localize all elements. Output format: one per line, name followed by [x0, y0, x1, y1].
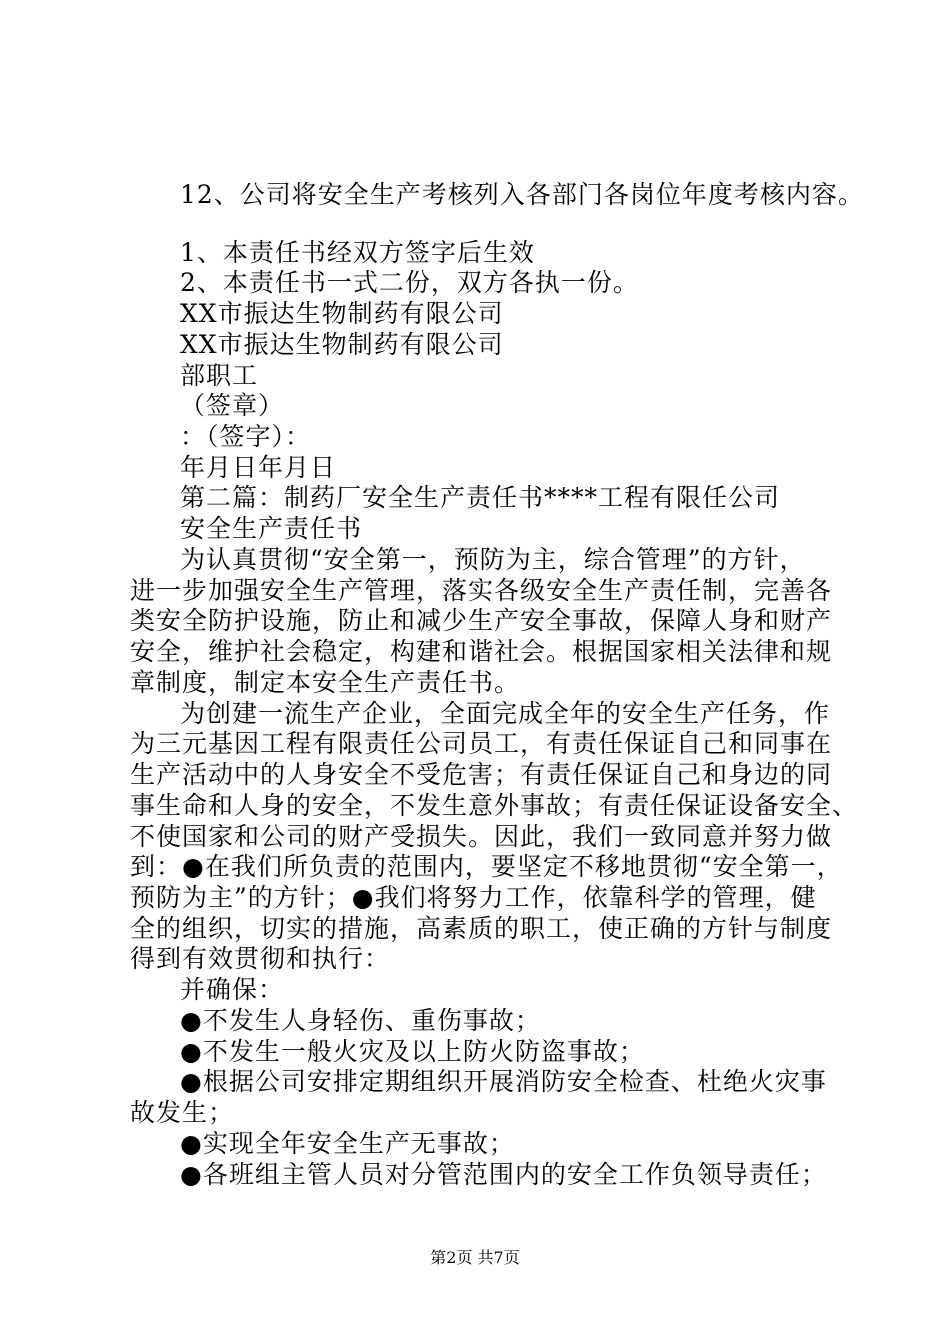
list-item: ●不发生一般火灾及以上防火防盗事故； — [180, 1037, 645, 1066]
paragraph-line: 2、本责任书一式二份，双方各执一份。 — [180, 268, 639, 297]
paragraph-line: 并确保： — [180, 975, 285, 1004]
paragraph-line: 安全，维护社会稳定，构建和谐社会。根据国家相关法律和规 — [130, 637, 833, 666]
paragraph-line: 不使国家和公司的财产受损失。因此，我们一致同意并努力做 — [130, 822, 833, 851]
paragraph-line: 到：●在我们所负责的范围内，要坚定不移地贯彻“安全第一， — [130, 852, 843, 881]
paragraph-line: 事生命和人身的安全，不发生意外事故；有责任保证设备安全、 — [130, 791, 859, 820]
paragraph-line: 章制度，制定本安全生产责任书。 — [130, 668, 521, 697]
list-item: ●各班组主管人员对分管范围内的安全工作负领导责任； — [180, 1160, 827, 1189]
document-title: 安全生产责任书 — [180, 514, 363, 543]
paragraph-line: 得到有效贯彻和执行： — [130, 944, 391, 973]
date-line: 年月日年月日 — [180, 453, 337, 482]
paragraph-line: 12、公司将安全生产考核列入各部门各岗位年度考核内容。 — [180, 180, 864, 209]
paragraph-line: 进一步加强安全生产管理，落实各级安全生产责任制，完善各 — [130, 576, 833, 605]
paragraph-line: 1、本责任书经双方签字后生效 — [180, 238, 535, 267]
paragraph-line: 为三元基因工程有限责任公司员工，有责任保证自己和同事在 — [130, 729, 833, 758]
list-item: ●实现全年安全生产无事故； — [180, 1129, 515, 1158]
seal-line: （签章） — [180, 391, 285, 420]
paragraph-line: 全的组织，切实的措施，高素质的职工，使正确的方针与制度 — [130, 914, 833, 943]
company-name-line: XX市振达生物制药有限公司 — [180, 299, 504, 328]
paragraph-line: 类安全防护设施，防止和减少生产安全事故，保障人身和财产 — [130, 606, 833, 635]
company-name-line: XX市振达生物制药有限公司 — [180, 330, 504, 359]
list-item: ●根据公司安排定期组织开展消防安全检查、杜绝火灾事 — [180, 1067, 827, 1096]
section-heading: 第二篇：制药厂安全生产责任书****工程有限任公司 — [180, 483, 781, 512]
list-item-continuation: 故发生； — [130, 1098, 235, 1127]
paragraph-line: 为创建一流生产企业，全面完成全年的安全生产任务，作 — [180, 699, 831, 728]
paragraph-line: 部职工 — [180, 361, 259, 390]
page-number: 第2页 共7页 — [430, 1248, 520, 1267]
signature-line: ：（签字）： — [180, 422, 312, 451]
paragraph-line: 生产活动中的人身安全不受危害；有责任保证自己和身边的同 — [130, 760, 833, 789]
paragraph-line: 预防为主”的方针；●我们将努力工作，依靠科学的管理，健 — [130, 883, 817, 912]
list-item: ●不发生人身轻伤、重伤事故； — [180, 1006, 541, 1035]
paragraph-line: 为认真贯彻“安全第一，预防为主，综合管理”的方针， — [180, 545, 806, 574]
